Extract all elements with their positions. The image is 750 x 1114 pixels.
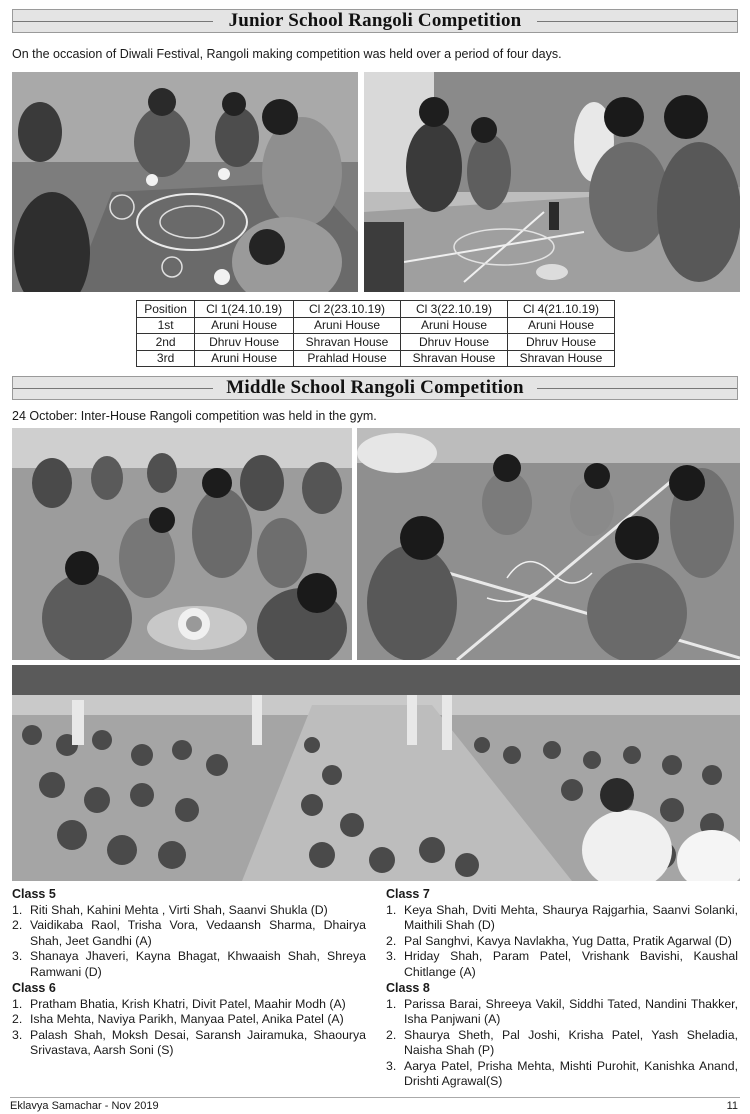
list-item-number: 1. [12, 996, 23, 1011]
middle-intro-text: 24 October: Inter-House Rangoli competition was held in the gym. [12, 409, 377, 423]
middle-rangoli-photo-2 [357, 428, 740, 660]
list-item-text: Vaidikaba Raol, Trisha Vora, Vedaansh Sharma, Dhairya Shah, Jeet Gandhi (A) [30, 918, 366, 948]
table-header-cell: Cl 4(21.10.19) [507, 301, 614, 318]
list-item-text: Aarya Patel, Prisha Mehta, Mishti Purohit, Kanishka Anand, Drishti Agrawal(S) [404, 1058, 738, 1088]
list-item-text: Shaurya Sheth, Pal Joshi, Krisha Patel, Yash Sheladia, Naisha Shah (P) [404, 1027, 738, 1057]
list-item-text: Isha Mehta, Naviya Parikh, Manyaa Patel, Anika Patel (A) [30, 1012, 344, 1026]
class-7-list [386, 903, 738, 981]
table-cell: Aruni House [195, 350, 294, 367]
list-item-number: 2. [386, 1027, 397, 1042]
table-cell: Aruni House [507, 317, 614, 334]
list-item-text: Keya Shah, Dviti Mehta, Shaurya Rajgarhia, Saanvi Solanki, Maithili Shah (D) [404, 902, 738, 932]
footer-publication: Eklavya Samachar - Nov 2019 [10, 1100, 159, 1112]
class-6-title: Class 6 [12, 981, 56, 995]
list-item-text: Palash Shah, Moksh Desai, Saransh Jairamuka, Shaourya Srivastava, Aarsh Soni (S) [30, 1027, 366, 1057]
table-row [137, 350, 615, 367]
footer-page-number: 11 [726, 1100, 738, 1112]
list-item [386, 903, 738, 934]
table-cell: Aruni House [401, 317, 508, 334]
junior-results-table [136, 300, 615, 367]
class-8-list [386, 997, 738, 1090]
footer-divider [10, 1097, 740, 1098]
class-5-list [12, 903, 366, 981]
list-item [12, 1012, 366, 1028]
table-cell: Aruni House [195, 317, 294, 334]
table-cell: Prahlad House [294, 350, 401, 367]
class-5-title: Class 5 [12, 887, 56, 901]
table-row [137, 334, 615, 351]
table-cell: Dhruv House [507, 334, 614, 351]
table-header-cell: Cl 2(23.10.19) [294, 301, 401, 318]
list-item-number: 1. [386, 996, 397, 1011]
class-7-title: Class 7 [386, 887, 430, 901]
list-item-number: 1. [386, 902, 397, 917]
table-cell: Dhruv House [195, 334, 294, 351]
table-cell: 3rd [137, 350, 195, 367]
table-cell: 2nd [137, 334, 195, 351]
list-item [12, 918, 366, 949]
middle-section-banner [12, 376, 738, 400]
list-item-number: 2. [12, 918, 23, 932]
class-6-list [12, 997, 366, 1059]
table-cell: Dhruv House [401, 334, 508, 351]
list-item-text: Riti Shah, Kahini Mehta , Virti Shah, Saanvi Shukla (D) [30, 902, 328, 917]
list-item [12, 949, 366, 980]
table-row [137, 317, 615, 334]
list-item-number: 2. [386, 933, 397, 948]
list-item-text: Parissa Barai, Shreeya Vakil, Siddhi Tated, Nandini Thakker, Isha Panjwani (A) [404, 996, 738, 1026]
table-header-cell: Position [137, 301, 195, 318]
list-item-number: 3. [12, 949, 23, 963]
list-item [386, 997, 738, 1028]
junior-rangoli-photo-1 [12, 72, 358, 292]
list-item-text: Shanaya Jhaveri, Kayna Bhagat, Khwaaish Shah, Shreya Ramwani (D) [30, 949, 366, 979]
table-cell: Shravan House [507, 350, 614, 367]
list-item [12, 1028, 366, 1059]
table-header-cell: Cl 1(24.10.19) [195, 301, 294, 318]
gym-overview-photo [12, 665, 740, 881]
junior-intro-text: On the occasion of Diwali Festival, Rangoli making competition was held over a period of four days. [12, 47, 562, 61]
winners-left-column [12, 886, 366, 1059]
list-item [386, 1059, 738, 1090]
table-cell: 1st [137, 317, 195, 334]
table-cell: Shravan House [294, 334, 401, 351]
list-item-number: 3. [386, 949, 397, 963]
list-item-text: Pal Sanghvi, Kavya Navlakha, Yug Datta, Pratik Agarwal (D) [404, 933, 732, 948]
class-8-title: Class 8 [386, 981, 430, 995]
junior-section-title: Junior School Rangoli Competition [219, 10, 532, 32]
list-item-text: Pratham Bhatia, Krish Khatri, Divit Patel, Maahir Modh (A) [30, 996, 346, 1011]
list-item-number: 3. [386, 1058, 397, 1073]
winners-right-column [386, 886, 738, 1090]
table-header-cell: Cl 3(22.10.19) [401, 301, 508, 318]
middle-rangoli-photo-1 [12, 428, 352, 660]
middle-section-title: Middle School Rangoli Competition [216, 377, 533, 399]
table-cell: Aruni House [294, 317, 401, 334]
list-item [386, 949, 738, 980]
list-item [12, 997, 366, 1013]
list-item [12, 903, 366, 919]
list-item [386, 1028, 738, 1059]
list-item-number: 3. [12, 1027, 23, 1042]
list-item-number: 1. [12, 902, 23, 917]
table-header-row [137, 301, 615, 318]
table-cell: Shravan House [401, 350, 508, 367]
junior-rangoli-photo-2 [364, 72, 740, 292]
list-item-number: 2. [12, 1012, 23, 1026]
list-item [386, 934, 738, 950]
list-item-text: Hriday Shah, Param Patel, Vrishank Bavishi, Kaushal Chitlange (A) [404, 949, 738, 979]
junior-section-banner [12, 9, 738, 33]
